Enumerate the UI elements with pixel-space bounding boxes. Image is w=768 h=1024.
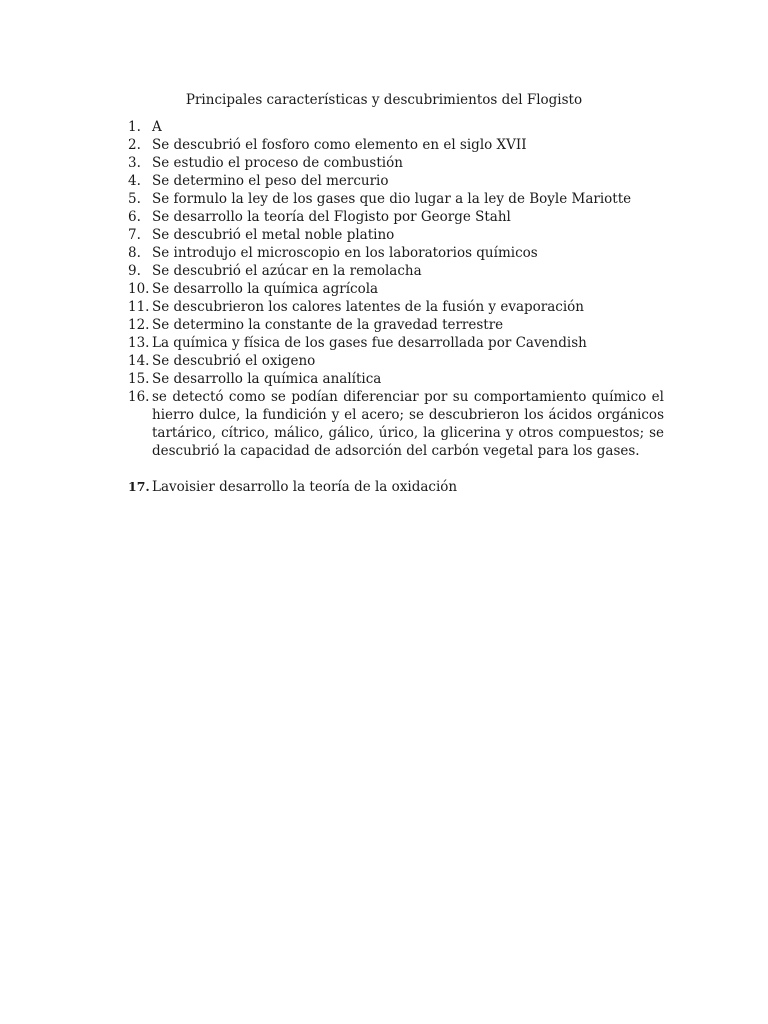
list-item-number: 8. — [128, 245, 141, 261]
list-item-text: A — [152, 119, 162, 135]
discoveries-list — [128, 118, 664, 496]
list-item-text: Lavoisier desarrollo la teoría de la oxidación — [152, 479, 458, 495]
list-item — [128, 316, 664, 334]
list-item-number: 1. — [128, 119, 141, 135]
list-item-number: 6. — [128, 209, 141, 225]
list-item — [128, 226, 664, 244]
list-item-text: Se descubrió el metal noble platino — [152, 227, 395, 243]
list-item-text: Se descubrió el oxigeno — [152, 353, 316, 369]
list-item-number: 14. — [128, 353, 150, 369]
list-item-number: 11. — [128, 299, 150, 315]
list-item-number: 3. — [128, 155, 141, 171]
list-item — [128, 172, 664, 190]
list-item-text: Se descubrió el fosforo como elemento en el siglo XVII — [152, 137, 527, 153]
list-item — [128, 118, 664, 136]
list-item — [128, 280, 664, 298]
list-item — [128, 370, 664, 388]
list-item-text: Se desarrollo la teoría del Flogisto por George Stahl — [152, 209, 511, 225]
list-item — [128, 154, 664, 172]
list-item-text: se detectó como se podían diferenciar por su comportamiento químico el hierro dulce, la fundición y el acero; se descubrieron los ácidos orgánicos tartárico, cítrico, málico, gálico, úrico, la glicerina y otros compuestos; se descubrió la capacidad de adsorción del carbón vegetal para los gases. — [152, 389, 664, 459]
list-item-text: Se introdujo el microscopio en los laboratorios químicos — [152, 245, 538, 261]
list-item — [128, 262, 664, 280]
list-item-number: 10. — [128, 281, 150, 297]
list-item-number: 7. — [128, 227, 141, 243]
list-item — [128, 334, 664, 352]
list-item-text: Se estudio el proceso de combustión — [152, 155, 403, 171]
list-item-number: 15. — [128, 371, 150, 387]
list-item-number: 2. — [128, 137, 141, 153]
list-item — [128, 352, 664, 370]
list-item — [128, 298, 664, 316]
list-item-number: 9. — [128, 263, 141, 279]
list-item-text: Se desarrollo la química agrícola — [152, 281, 379, 297]
list-item — [128, 388, 664, 460]
list-item-number: 16. — [128, 389, 150, 405]
list-item — [128, 190, 664, 208]
list-item-text: Se determino el peso del mercurio — [152, 173, 389, 189]
list-item-number: 13. — [128, 335, 150, 351]
list-item — [128, 244, 664, 262]
list-item-number: 5. — [128, 191, 141, 207]
list-item-text: Se descubrió el azúcar en la remolacha — [152, 263, 422, 279]
list-item-text: Se descubrieron los calores latentes de la fusión y evaporación — [152, 299, 584, 315]
list-item-number: 17. — [128, 479, 150, 494]
list-item-text: La química y física de los gases fue desarrollada por Cavendish — [152, 335, 587, 351]
list-item — [128, 136, 664, 154]
list-item-text: Se determino la constante de la gravedad terrestre — [152, 317, 504, 333]
list-item-text: Se desarrollo la química analítica — [152, 371, 382, 387]
list-item-number: 4. — [128, 173, 141, 189]
list-item — [128, 208, 664, 226]
document-title: Principales características y descubrimientos del Flogisto — [185, 92, 583, 108]
list-item-number: 12. — [128, 317, 150, 333]
list-item — [128, 478, 664, 496]
list-item-text: Se formulo la ley de los gases que dio lugar a la ley de Boyle Mariotte — [152, 191, 632, 207]
